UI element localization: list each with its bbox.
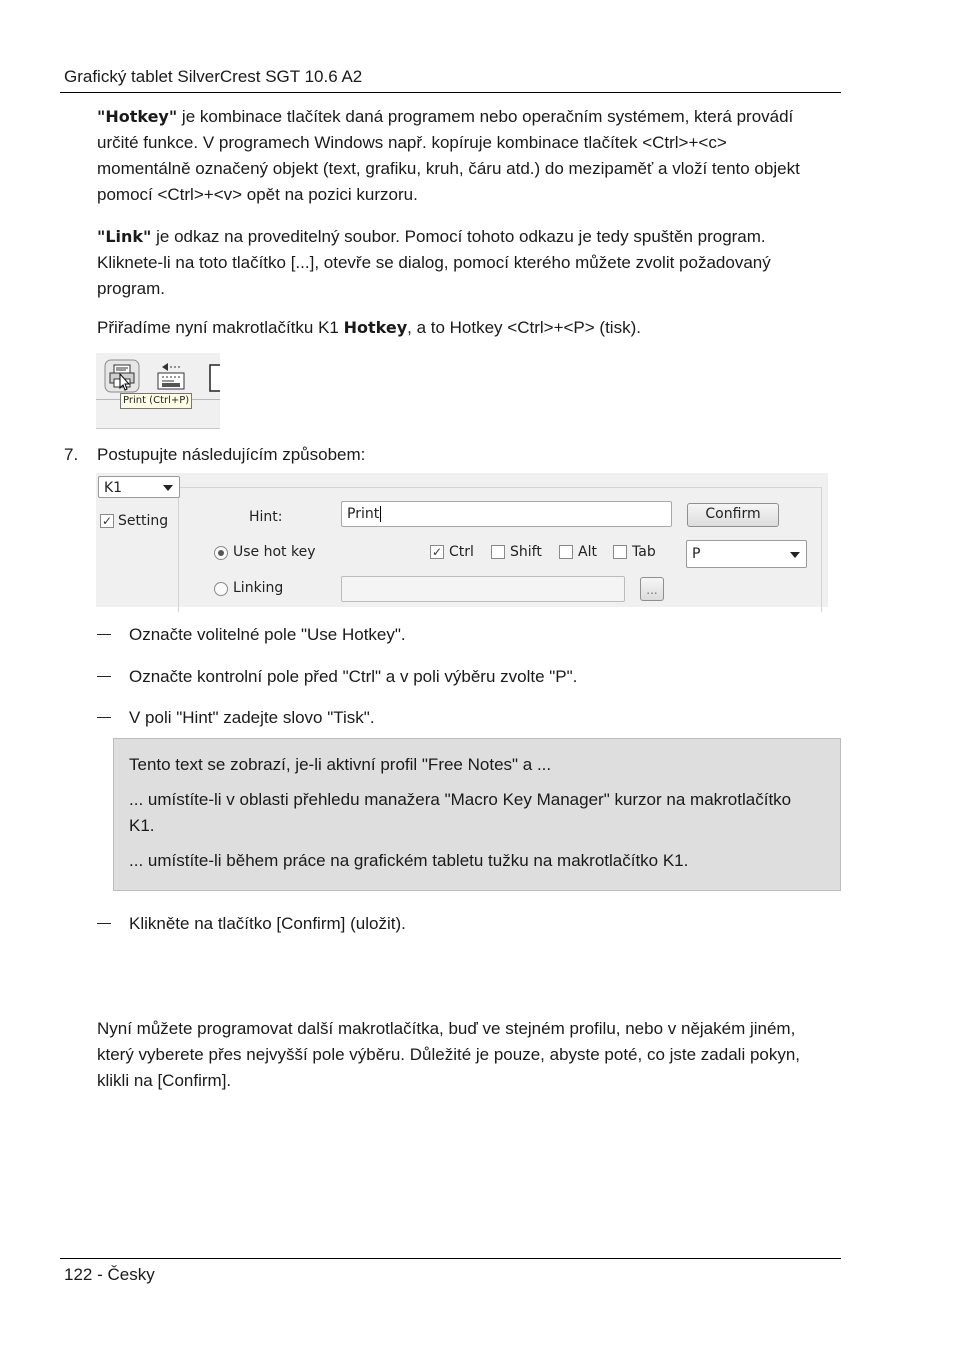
ctrl-label: Ctrl (449, 544, 474, 560)
printer-icon[interactable] (104, 359, 140, 393)
tab-checkbox[interactable] (613, 545, 627, 559)
hotkey-term: "Hotkey" (97, 107, 178, 126)
browse-button[interactable]: ... (640, 577, 664, 601)
header-rule (60, 92, 841, 93)
assign-text-after: , a to Hotkey <Ctrl>+<P> (tisk). (407, 318, 641, 337)
linking-label: Linking (233, 580, 284, 596)
document-icon[interactable] (206, 359, 220, 393)
print-tooltip: Print (Ctrl+P) (120, 393, 192, 409)
dash-marker (97, 717, 111, 718)
hotkey-paragraph (97, 104, 842, 208)
footer-rule (60, 1258, 841, 1259)
alt-checkbox[interactable] (559, 545, 573, 559)
setting-label: Setting (118, 513, 169, 529)
link-line-3: program. (97, 279, 166, 298)
link-term: "Link" (97, 227, 152, 246)
use-hot-key-label: Use hot key (233, 544, 316, 560)
hotkey-line-3: momentálně označený objekt (text, grafiku, kruh, čáru atd.) do mezipaměť a vloží tento objekt (97, 159, 800, 178)
closing-line-2: který vyberete přes nejvyšší pole výběru. Důležité je pouze, abyste poté, co jste zadali pokyn, (97, 1045, 801, 1064)
assign-text-before: Přiřadíme nyní makrotlačítku K1 (97, 318, 344, 337)
key-select-value: P (692, 546, 701, 562)
tab-label: Tab (632, 544, 656, 560)
note-line-3: ... umístíte-li během práce na grafickém tabletu tužku na makrotlačítko K1. (129, 851, 689, 870)
ctrl-checkbox[interactable]: ✓ (431, 545, 443, 559)
setting-checkbox[interactable]: ✓ (101, 514, 113, 528)
chevron-down-icon (163, 485, 173, 491)
instruction-3: V poli "Hint" zadejte slovo "Tisk". (129, 708, 375, 727)
link-line-2: Kliknete-li na toto tlačítko [...], otevře se dialog, pomocí kterého můžete zvolit požadovaný (97, 253, 771, 272)
closing-paragraph (97, 1016, 842, 1094)
running-header: Grafický tablet SilverCrest SGT 10.6 A2 (64, 67, 363, 86)
macro-settings-panel (96, 473, 828, 607)
key-select[interactable] (686, 540, 807, 568)
instruction-1: Označte volitelné pole "Use Hotkey". (129, 625, 406, 644)
assign-paragraph (97, 315, 842, 341)
closing-line-1: Nyní můžete programovat další makrotlačítka, buď ve stejném profilu, nebo v nějakém jiném, (97, 1019, 796, 1038)
macro-key-value: K1 (104, 480, 123, 496)
dash-marker (97, 676, 111, 677)
assign-text-bold: Hotkey (343, 318, 408, 337)
use-hot-key-radio[interactable] (214, 546, 228, 560)
link-line-1: je odkaz na proveditelný soubor. Pomocí tohoto odkazu je tedy spuštěn program. (151, 227, 766, 246)
page-number: 122 - Česky (64, 1265, 155, 1284)
hotkey-line-2: určité funkce. V programech Windows např. kopíruje kombinace tlačítek <Ctrl>+<c> (97, 133, 727, 152)
closing-line-3: klikli na [Confirm]. (97, 1071, 232, 1090)
dash-marker (97, 923, 111, 924)
shift-label: Shift (510, 544, 542, 560)
shift-checkbox[interactable] (491, 545, 505, 559)
page-setup-icon[interactable] (154, 359, 190, 393)
macro-key-select[interactable] (98, 476, 180, 498)
hint-label: Hint: (249, 509, 283, 525)
note-box (113, 738, 841, 891)
hotkey-line-1: je kombinace tlačítek daná programem nebo operačním systémem, která provádí (177, 107, 794, 126)
final-instruction: Klikněte na tlačítko [Confirm] (uložit). (129, 914, 406, 933)
link-path-input[interactable] (341, 576, 625, 602)
hint-value: Print (347, 506, 380, 522)
note-line-2b: K1. (129, 816, 155, 835)
toolbar-screenshot (96, 353, 220, 429)
hotkey-line-4: pomocí <Ctrl>+<v> opět na pozici kurzoru. (97, 185, 418, 204)
linking-radio[interactable] (214, 582, 228, 596)
note-line-2a: ... umístíte-li v oblasti přehledu manažera "Macro Key Manager" kurzor na makrotlačítko (129, 790, 792, 809)
dash-marker (97, 634, 111, 635)
note-line-1: Tento text se zobrazí, je-li aktivní profil "Free Notes" a ... (129, 755, 552, 774)
confirm-button[interactable]: Confirm (687, 503, 779, 527)
hint-input[interactable] (341, 501, 672, 527)
step-number: 7. (64, 445, 79, 464)
step-text: Postupujte následujícím způsobem: (97, 445, 366, 464)
link-paragraph (97, 224, 842, 302)
chevron-down-icon (790, 552, 800, 558)
alt-label: Alt (578, 544, 597, 560)
instruction-2: Označte kontrolní pole před "Ctrl" a v poli výběru zvolte "P". (129, 667, 578, 686)
